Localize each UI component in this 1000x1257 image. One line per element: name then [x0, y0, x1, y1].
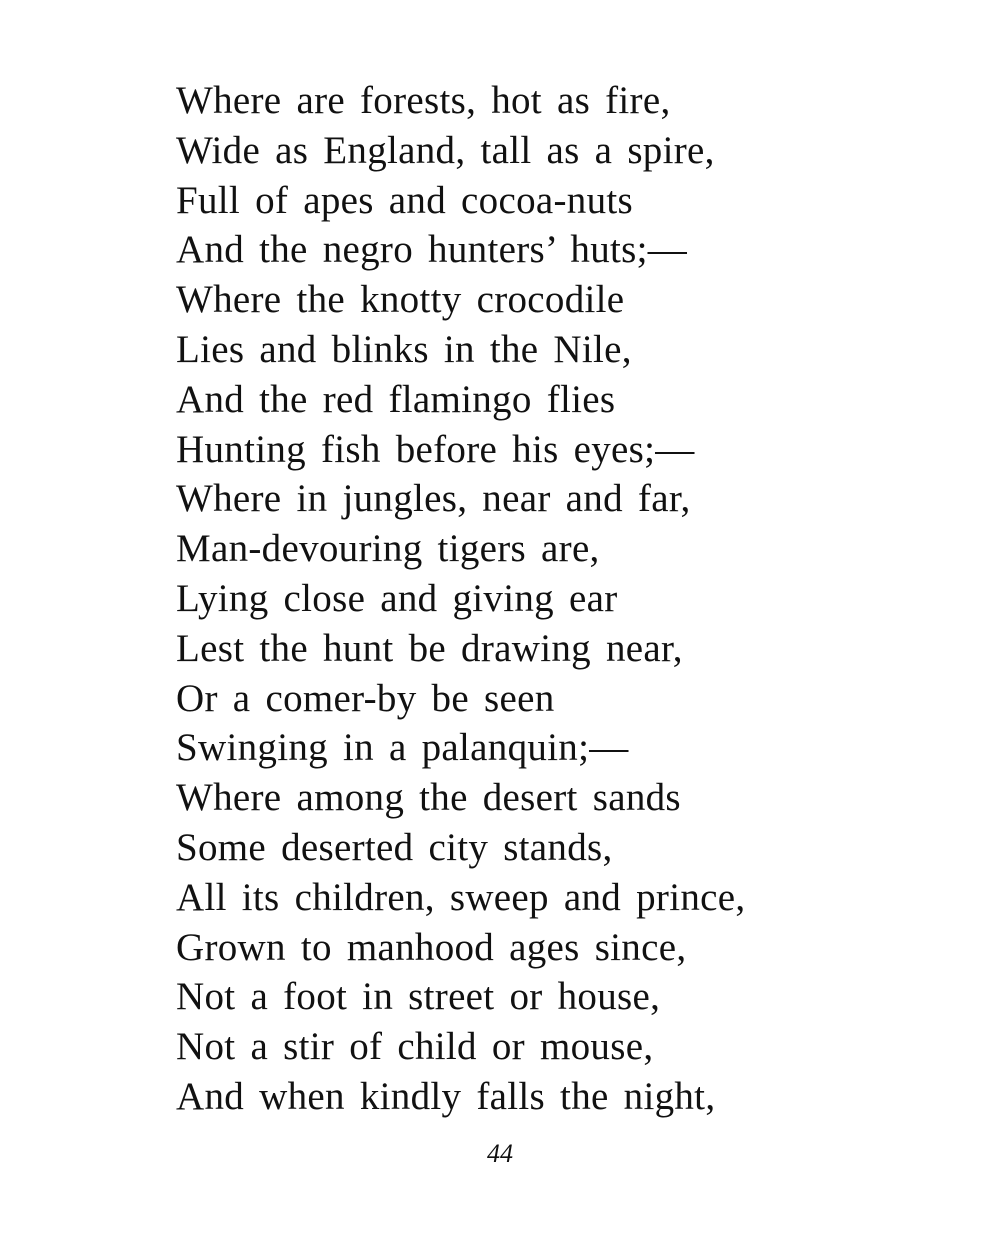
poem-line: And the negro hunters’ huts;— — [176, 228, 688, 272]
poem-line: Lying close and giving ear — [176, 576, 618, 620]
poem-line: Where in jungles, near and far, — [176, 477, 691, 521]
poem-line: Lest the hunt be drawing near, — [176, 626, 683, 670]
poem-line: Not a stir of child or mouse, — [176, 1025, 654, 1069]
poem-line: Man-devouring tigers are, — [176, 527, 600, 571]
poem-stanza — [176, 76, 745, 1122]
poem-line: Wide as England, tall as a spire, — [176, 128, 715, 172]
poem-line: Where the knotty crocodile — [176, 278, 625, 322]
poem-line: Hunting fish before his eyes;— — [176, 427, 695, 471]
poem-line: Swinging in a palanquin;— — [176, 726, 629, 770]
page-number: 44 — [487, 1139, 513, 1168]
poem-line: Some deserted city stands, — [176, 825, 613, 869]
poem-line: And the red flamingo flies — [176, 377, 616, 421]
poem-line: And when kindly falls the night, — [176, 1074, 716, 1118]
poem-line: Where are forests, hot as fire, — [176, 79, 671, 122]
poem-line: Not a foot in street or house, — [176, 975, 661, 1019]
poem-line: All its children, sweep and prince, — [176, 875, 746, 919]
poem-line: Grown to manhood ages since, — [176, 925, 687, 969]
poem-line: Full of apes and cocoa-nuts — [176, 178, 633, 222]
poem-line: Where among the desert sands — [176, 776, 681, 820]
poem-line: Lies and blinks in the Nile, — [176, 327, 632, 371]
poem-line: Or a comer-by be seen — [176, 676, 555, 720]
